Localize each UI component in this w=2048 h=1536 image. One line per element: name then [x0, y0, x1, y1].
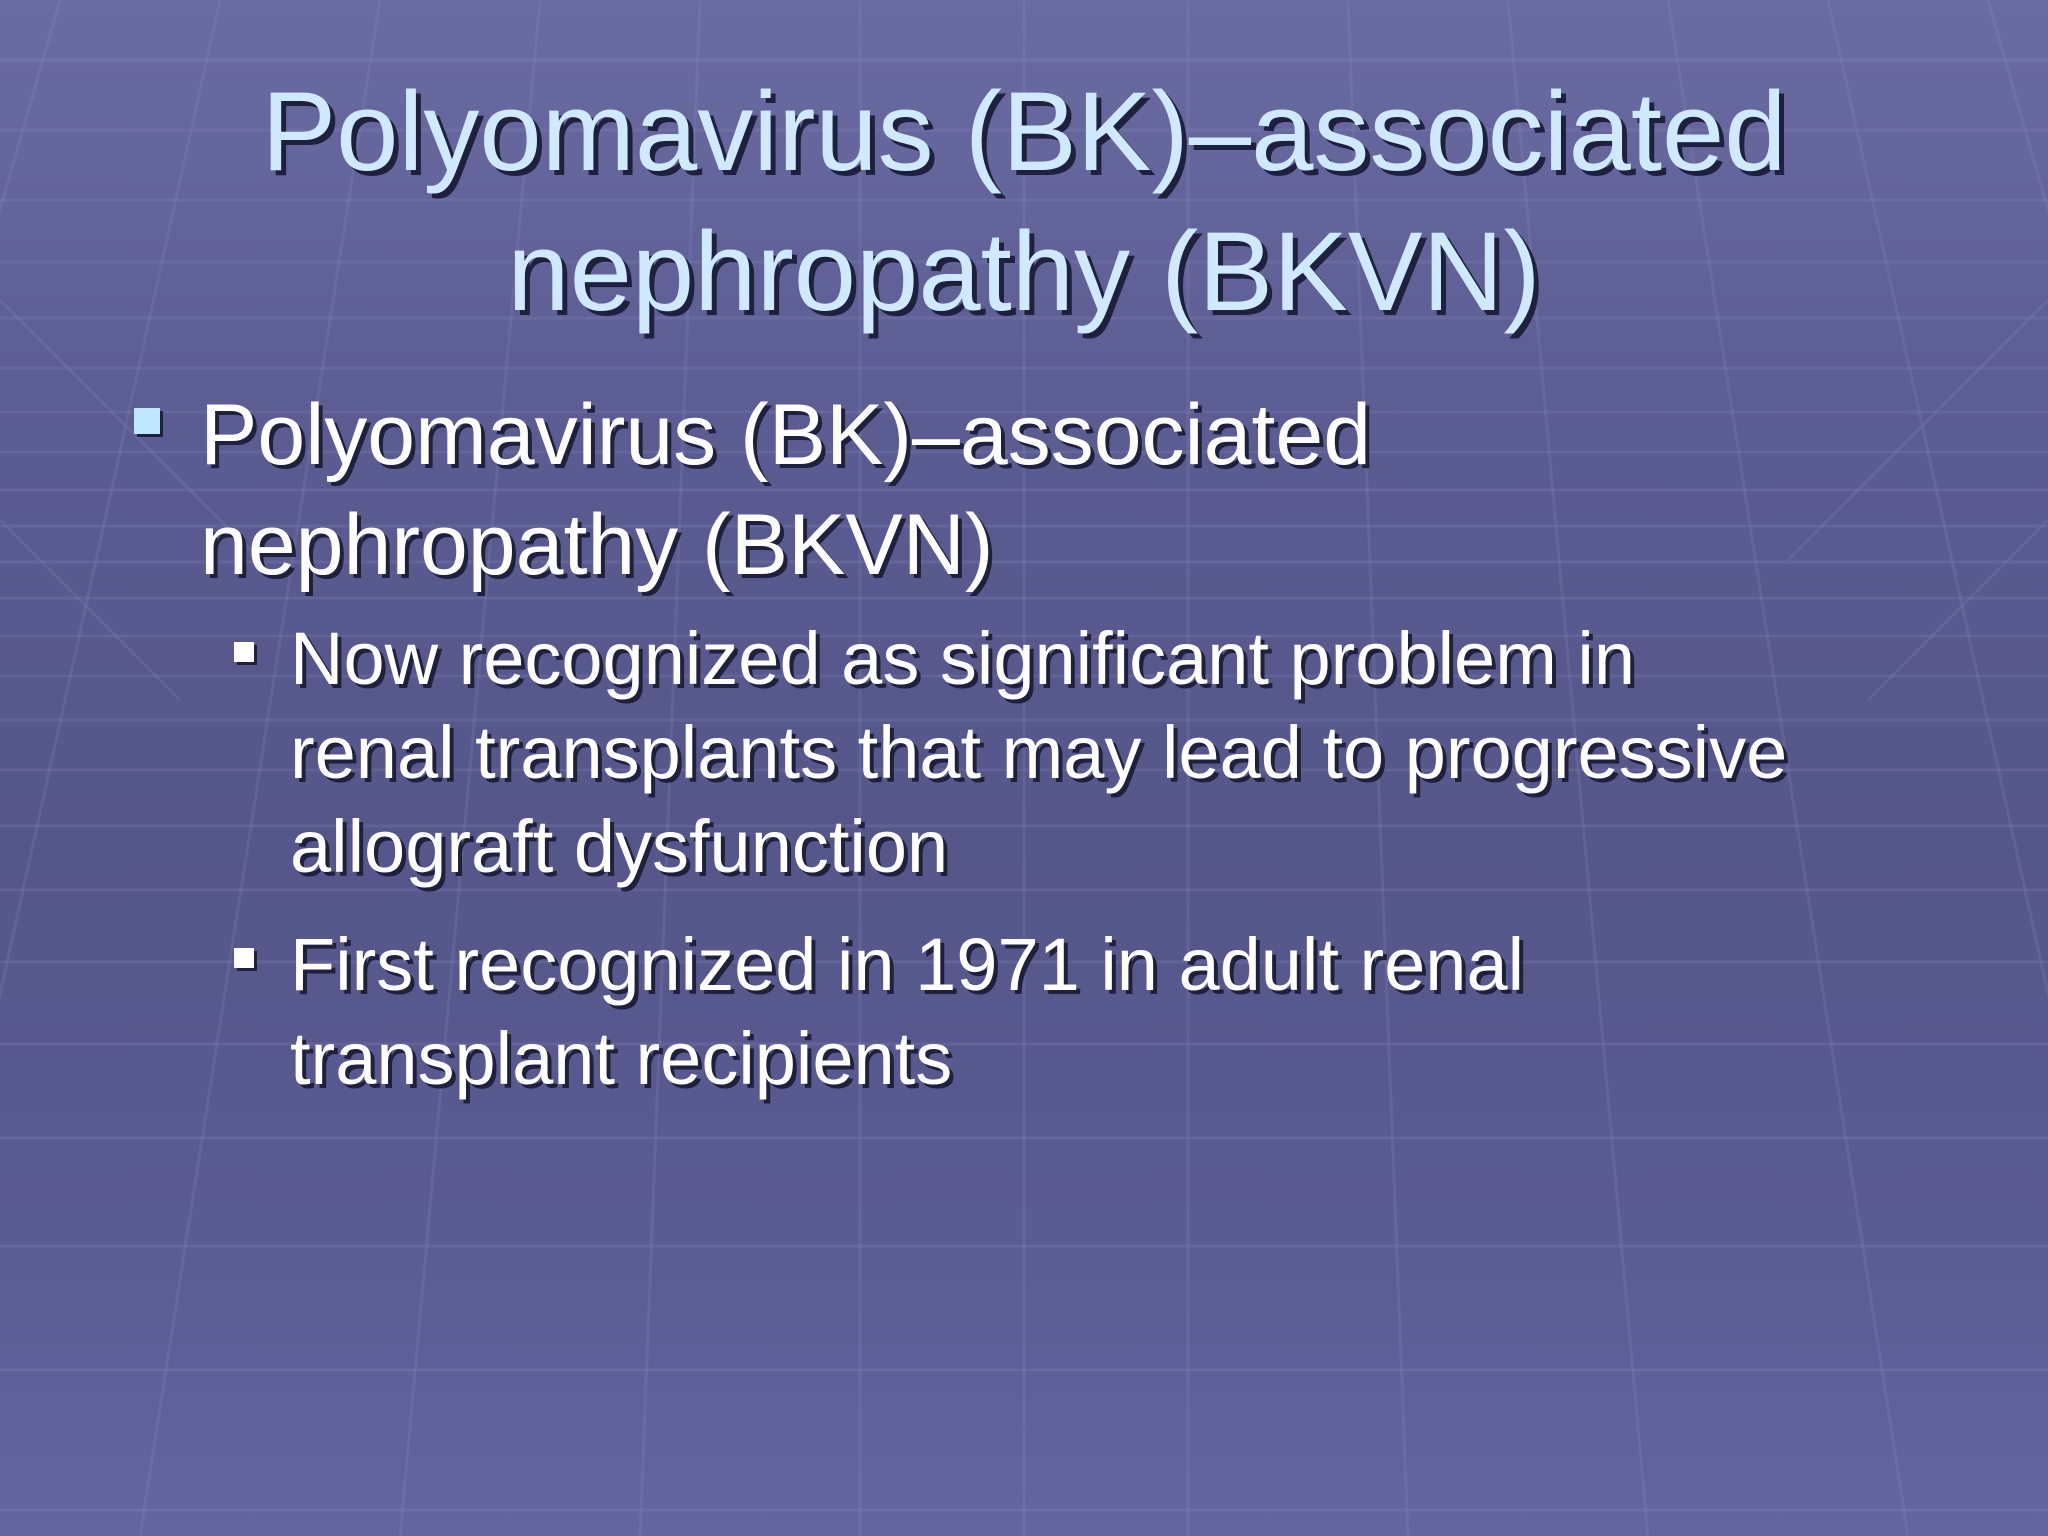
sub-bullet-1	[290, 612, 1990, 894]
bullet-level-1	[200, 380, 1960, 600]
sub-bullet-1-line-2: renal transplants that may lead to progressive	[290, 711, 1788, 794]
square-bullet-icon	[234, 948, 254, 968]
slide-title	[0, 62, 2048, 342]
slide-title-line-2: nephropathy (BKVN)	[507, 209, 1541, 334]
square-bullet-icon	[134, 408, 160, 434]
sub-bullet-2-line-2: transplant recipients	[290, 1017, 953, 1100]
sub-bullet-2	[290, 918, 1990, 1106]
sub-bullet-1-line-1: Now recognized as significant problem in	[290, 617, 1636, 700]
slide-title-line-1: Polyomavirus (BK)–associated	[261, 69, 1787, 194]
square-bullet-icon	[234, 642, 254, 662]
sub-bullet-2-line-1: First recognized in 1971 in adult renal	[290, 923, 1525, 1006]
bullet-level-1-line-2: nephropathy (BKVN)	[200, 497, 994, 593]
sub-bullet-1-line-3: allograft dysfunction	[290, 805, 949, 888]
bullet-level-1-line-1: Polyomavirus (BK)–associated	[200, 387, 1372, 483]
